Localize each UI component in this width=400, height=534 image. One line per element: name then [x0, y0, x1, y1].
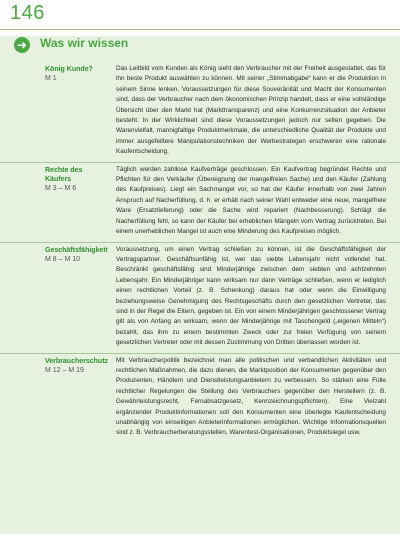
summary-row-geschaeftsfaehigkeit	[0, 242, 400, 353]
row-label: Verbraucherschutz	[45, 357, 109, 365]
summary-row-verbraucherschutz	[0, 353, 400, 443]
top-rule	[0, 29, 400, 30]
row-text: Das Leitbild vom Kunden als König sieht den Verbraucher mit der Freiheit ausgestattet, das für ihn beste Produkt auswählen zu können. Mit seiner „Stimmabgabe“ kann er die Produktion in seinem Sinne lenken. Voraussetzungen für diese Souveränität und Macht der Konsumenten sind, dass der Verbraucher nach dem ökonomischen Prinzip handelt, dass er eine vollständige Übersicht über den Markt hat (Markttransparenz) und eine Konkurrenzsituation der Anbieter besteht. In der Wirklichkeit sind diese Voraussetzungen jedoch nur selten gegeben. Die Warenvielfalt, mannigfaltige Produktmerkmale, die unterschiedliche Qualität der Produkte und immer ausgefeiltere Manipulationstechniken der Werbestrategen erschweren eine rationale Kaufentscheidung.	[116, 65, 386, 156]
summary-list	[0, 62, 400, 443]
row-reference: M 1	[45, 75, 57, 82]
row-text: Voraussetzung, um einen Vertrag schließen zu können, ist die Geschäftsfähigkeit der Vertragspartner. Geschäftsunfähig ist, wer das siebte Lebensjahr nicht vollendet hat. Beschränkt geschäftsfähig sind Minderjährige zwischen dem siebten und achtzehnten Lebensjahr. Ein Minderjähriger kann wirksam nur dann Verträge schließen, wenn er lediglich einen rechtlichen Vorteil (z. B. Schenkung) daraus hat oder wenn die Einwilligung beziehungsweise Genehmigung des Rechtsgeschäfts durch den gesetzlichen Vertreter, das sind in der Regel die Eltern, gegeben ist. Ein von einem Minderjährigen geschlossener Vertrag gilt als von Anfang an wirksam, wenn der Minderjährige mit Taschengeld („eigenen Mitteln“) bezahlt, das ihm zu einem bestimmten Zweck oder zur freien Verfügung von seinem gesetzlichen Vertreter oder mit dessen Zustimmung von Dritten überlassen worden ist.	[116, 245, 386, 347]
section-title: Was wir wissen	[40, 36, 129, 50]
section-header	[14, 36, 394, 54]
summary-row-koenig-kunde	[0, 62, 400, 162]
row-text: Mit Verbraucherpolitik bezeichnet man alle politischen und verbandlichen Aktivitäten und rechtlichen Maßnahmen, die dazu dienen, die Marktposition der Konsumenten gegenüber den Produzenten, Händlern und Dienstleistungsanbietern zu verbessern. So stärken eine Fülle rechtlicher Regelungen die Stellung des Verbrauchers gegenüber den Herstellern (z. B. Gewährleistungsrecht, Fernabsatzgesetz, Kennzeichnungspflichten). Eine Vielzahl ergänzender Produktinformationen soll den Konsumenten eine überlegte Kaufentscheidung unabhängig von einseitigen Anbieterinformationen ermöglichen. Wichtige Informationsquellen sind z. B. Verbraucherberatungsstellen, Warentest-Organisationen, Produktsiegel usw.	[116, 356, 386, 437]
arrow-right-icon: ➜	[14, 37, 30, 53]
row-sidebar	[45, 357, 109, 375]
row-sidebar	[45, 166, 105, 193]
top-bar	[0, 0, 400, 36]
row-label: Rechte des Käufers	[45, 166, 83, 183]
row-reference: M 12 – M 19	[45, 366, 84, 374]
row-sidebar	[45, 246, 108, 264]
row-text: Täglich werden zahllose Kaufverträge geschlossen. Ein Kaufvertrag begründet Rechte und Pflichten für den Verkäufer (Übereignung der mangelfreien Sache) und den Käufer (Zahlung des Kaufpreises). Liegt ein Sachmangel vor, so hat der Käufer innerhalb von zwei Jahren Anspruch auf Nacherfüllung, d. h. er erhält nach seiner Wahl entweder eine neue, mangelfreie Ware (Ersatzlieferung) oder die Sache wird repariert (Nachbesserung). Schlägt die Nacherfüllung fehl, so kann der Käufer bei erheblichen Mängeln vom Vertrag zurücktreten. Bei einem unerheblichen Mangel ist auch eine Minderung des Kaufpreises möglich.	[116, 165, 386, 236]
row-sidebar	[45, 65, 105, 83]
row-reference: M 3 – M 6	[45, 184, 77, 192]
row-label: Geschäftsfähigkeit	[45, 246, 108, 254]
row-label: König Kunde?	[45, 66, 93, 73]
row-reference: M 8 – M 10	[45, 255, 81, 263]
page-number: 146	[10, 2, 45, 24]
summary-row-rechte-des-kaeufers	[0, 162, 400, 242]
